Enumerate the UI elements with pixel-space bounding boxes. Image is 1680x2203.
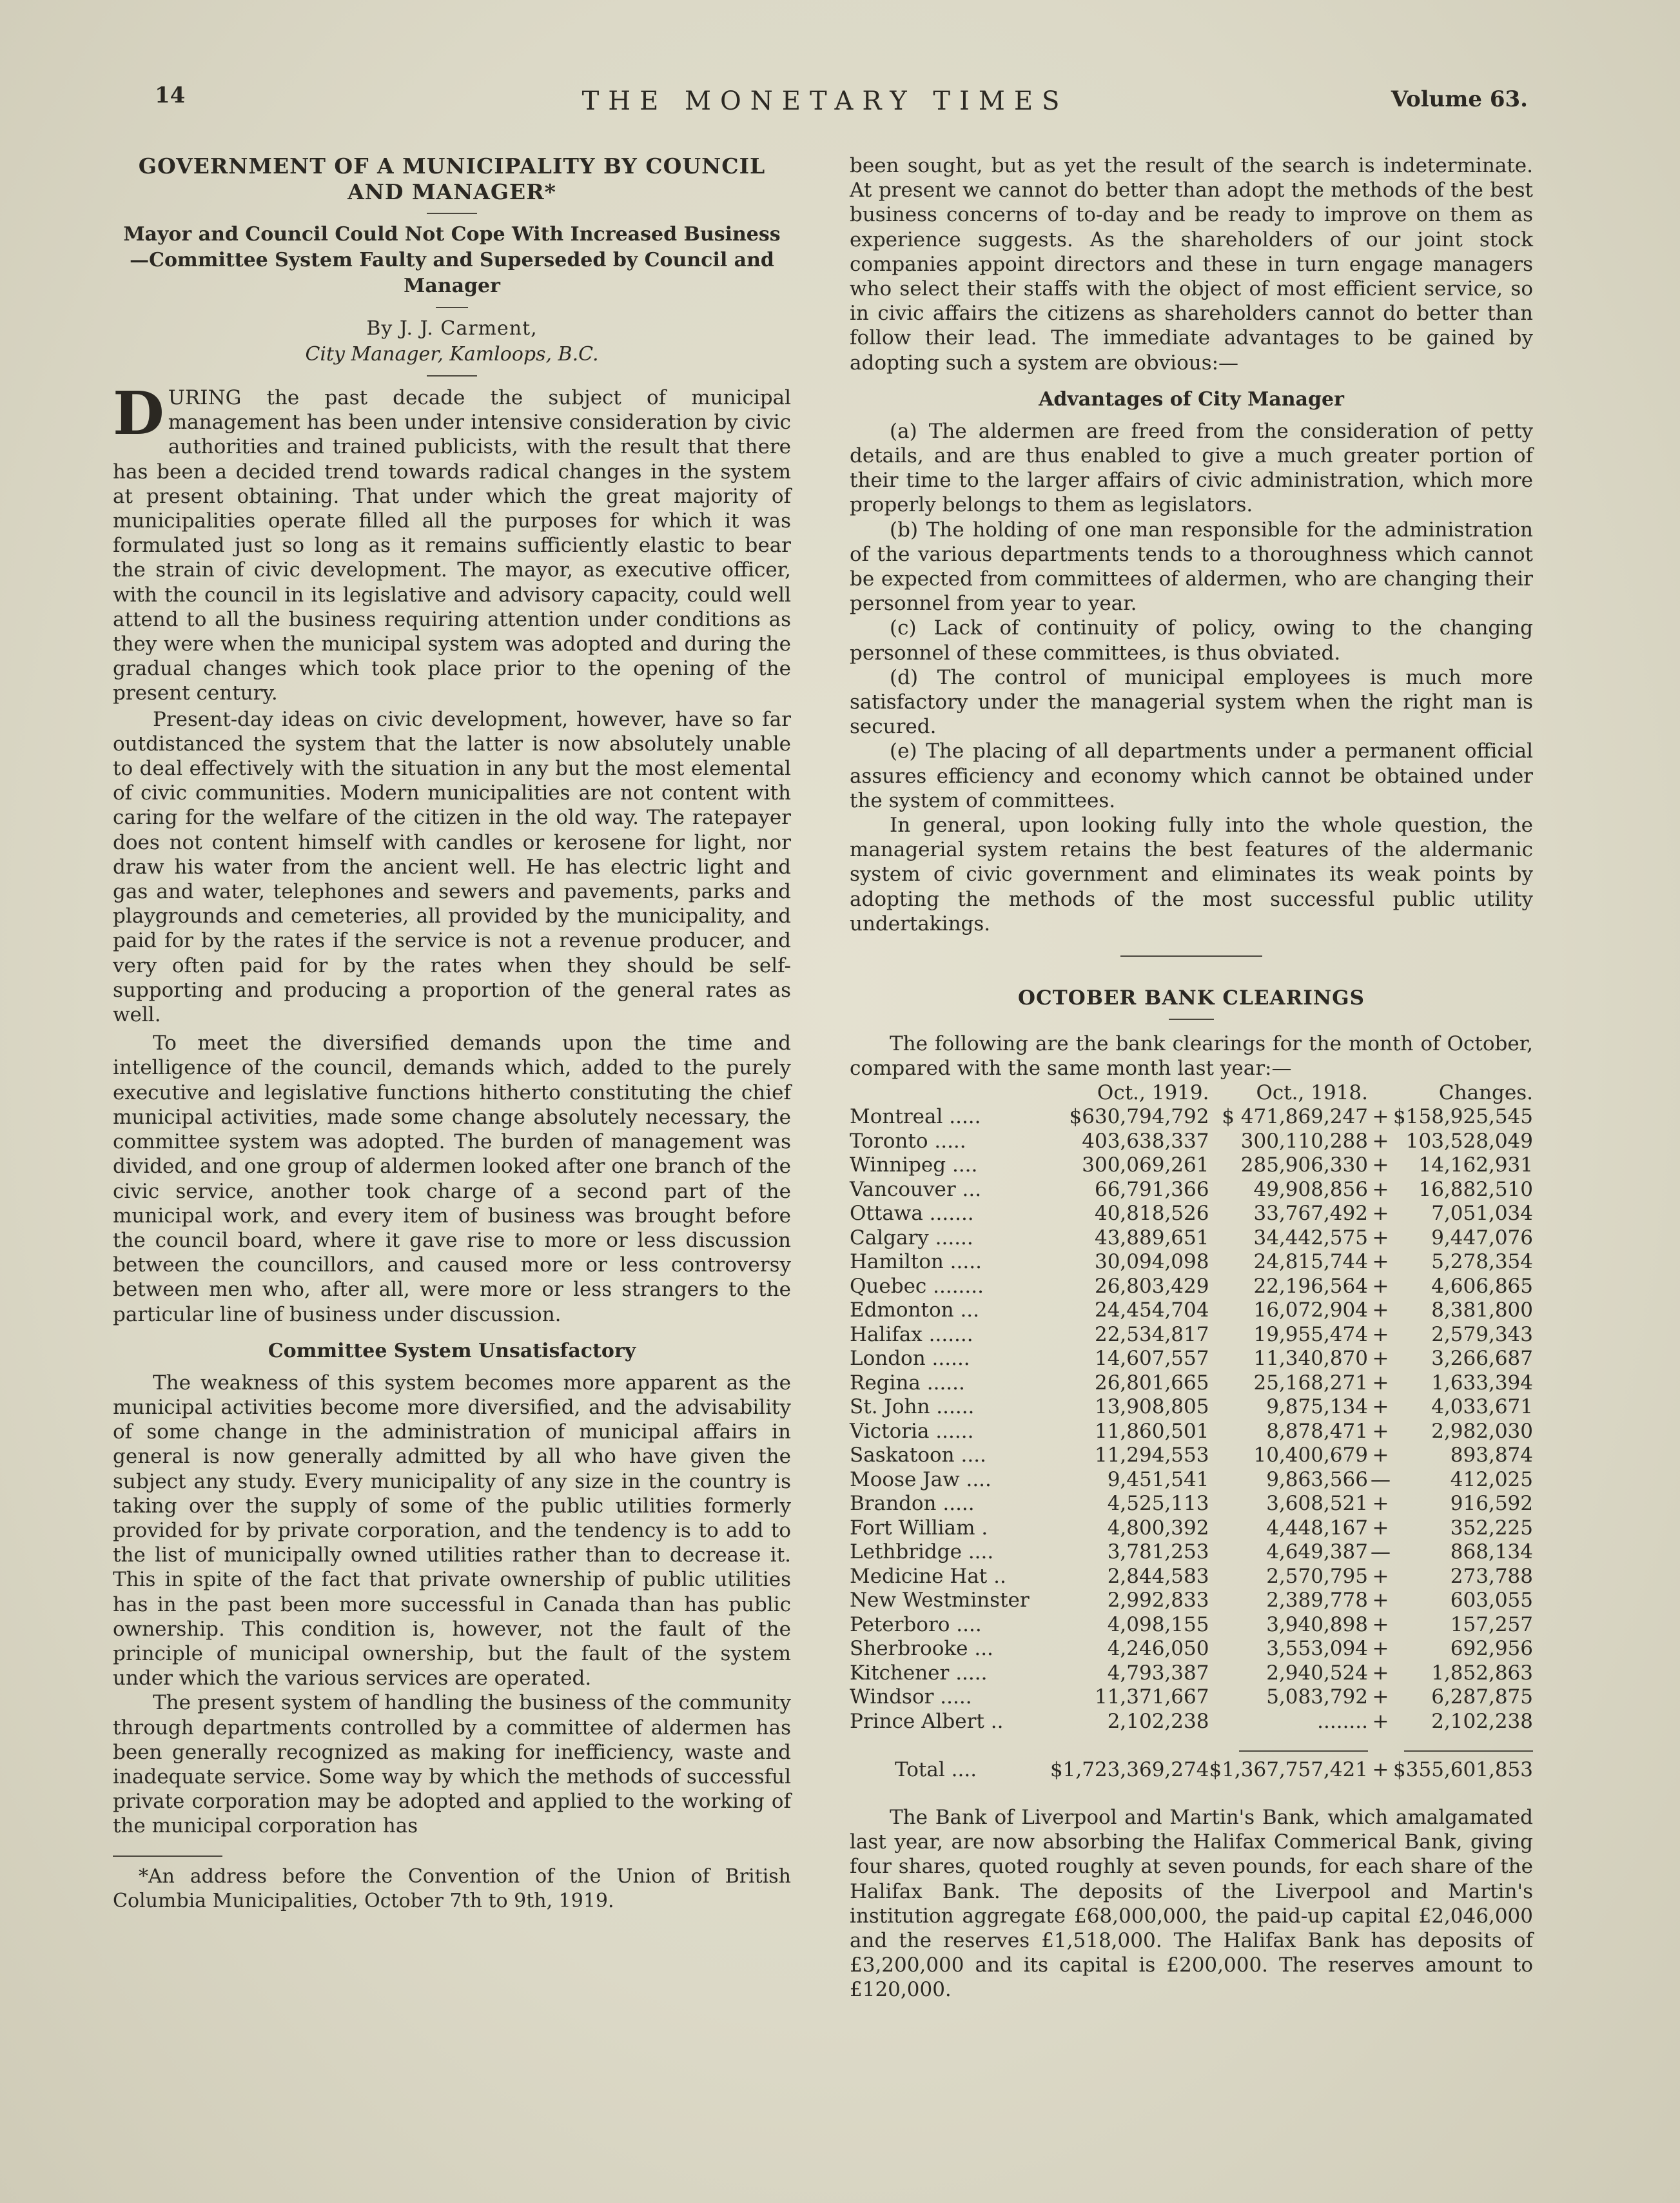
right-column: [850, 153, 1533, 2002]
value-1918: 3,940,898: [1266, 1612, 1368, 1636]
change-value: 9,447,076: [1431, 1226, 1533, 1249]
table-row: [850, 1153, 1533, 1178]
change-sign: +: [1372, 1492, 1389, 1515]
advantage-d: (d) The control of municipal employees is much more satisfactory under the managerial system when the right man is secured.: [850, 665, 1533, 739]
city: Lethbridge ....: [850, 1540, 994, 1563]
value-1918: 2,389,778: [1266, 1589, 1368, 1612]
value-1918: ........: [1317, 1709, 1368, 1733]
bank-clearings-intro: The following are the bank clearings for the month of October, compared with the same month last year:—: [850, 1032, 1533, 1081]
footnote-rule: [113, 1855, 222, 1857]
table-row: [850, 1710, 1533, 1734]
change-sign: +: [1372, 1612, 1389, 1636]
bank-clearings-title: OCTOBER BANK CLEARINGS: [1017, 986, 1365, 1010]
left-column: [113, 153, 791, 1914]
table-row: [850, 1323, 1533, 1347]
change-sign: +: [1372, 1347, 1389, 1370]
value-1918: 11,340,870: [1253, 1347, 1368, 1370]
city: St. John ......: [850, 1395, 975, 1418]
article-subtitle: Mayor and Council Could Not Cope With Increased Business —Committee System Faulty and Superseded by Council and Manager: [123, 223, 781, 297]
value-1919: 26,801,665: [1094, 1371, 1209, 1395]
byline-rule: [427, 375, 477, 377]
value-1918: 10,400,679: [1253, 1444, 1368, 1467]
change-sign: +: [1372, 1153, 1389, 1177]
city: Calgary ......: [850, 1226, 973, 1249]
value-1919: 3,781,253: [1107, 1540, 1209, 1563]
value-1918: 24,815,744: [1253, 1250, 1368, 1273]
value-1918: 34,442,575: [1253, 1226, 1368, 1249]
table-row: [850, 1371, 1533, 1396]
change-value: 412,025: [1450, 1467, 1533, 1491]
value-1918: 2,940,524: [1266, 1661, 1368, 1685]
value-1918: 9,863,566: [1266, 1467, 1368, 1491]
page-number: 14: [155, 83, 186, 108]
city: Quebec ........: [850, 1274, 984, 1298]
city: Sherbrooke ...: [850, 1637, 993, 1660]
change-sign: +: [1372, 1202, 1389, 1225]
footnote: *An address before the Convention of the Union of British Columbia Municipalities, October 7th to 9th, 1919.: [113, 1865, 791, 1912]
table-row: [850, 1540, 1533, 1565]
article-title: GOVERNMENT OF A MUNICIPALITY BY COUNCIL AND MANAGER*: [138, 153, 766, 204]
value-1919: 66,791,366: [1094, 1177, 1209, 1201]
change-sign: +: [1372, 1226, 1389, 1249]
value-1919: 13,908,805: [1094, 1395, 1209, 1418]
value-1918: 4,448,167: [1266, 1516, 1368, 1540]
closing-paragraph: The Bank of Liverpool and Martin's Bank, which amalgamated last year, are now absorbing the Halifax Commerical Bank, giving four shares, quoted roughly at seven pounds, for each share of the Halifax Bank. The deposits of the Liverpool and Martin's institution aggregate £68,000,000, the paid-up capital £2,046,000 and the reserves £1,518,000. The Halifax Bank has deposits of £3,200,000 and its capital is £200,000. The reserves amount to £120,000.: [850, 1806, 1533, 2002]
city: Regina ......: [850, 1371, 965, 1395]
table-row: [850, 1347, 1533, 1371]
column-header-changes: Changes.: [1438, 1081, 1533, 1104]
section-divider: [1120, 955, 1262, 957]
change-value: 14,162,931: [1418, 1153, 1533, 1177]
change-sign: +: [1372, 1589, 1389, 1612]
change-sign: +: [1372, 1685, 1389, 1709]
value-1918: 22,196,564: [1253, 1274, 1368, 1298]
change-value: 868,134: [1450, 1540, 1533, 1563]
value-1919: 2,102,238: [1107, 1709, 1209, 1733]
change-value: 3,266,687: [1431, 1347, 1533, 1370]
table-row: [850, 1637, 1533, 1661]
city: Halifax .......: [850, 1322, 973, 1346]
city: Windsor .....: [850, 1685, 972, 1709]
change-value: 692,956: [1450, 1637, 1533, 1660]
advantage-b: (b) The holding of one man responsible for the administration of the various departments tends to a thoroughness which cannot be expected from committees of aldermen, who are changing their personnel from year to year.: [850, 518, 1533, 616]
advantage-a: (a) The aldermen are freed from the consideration of petty details, and are thus enabled to give a much greater portion of their time to the larger affairs of civic administration, which more properly belongs to them as legislators.: [850, 419, 1533, 517]
total-1918: $1,367,757,421: [1209, 1758, 1368, 1781]
value-1919: 4,800,392: [1107, 1516, 1209, 1540]
value-1919: 14,607,557: [1094, 1347, 1209, 1370]
change-value: 16,882,510: [1418, 1177, 1533, 1201]
change-value: 8,381,800: [1431, 1298, 1533, 1322]
value-1919: 2,844,583: [1107, 1564, 1209, 1588]
value-1918: 3,553,094: [1266, 1637, 1368, 1660]
change-value: 7,051,034: [1431, 1202, 1533, 1225]
city: London ......: [850, 1347, 970, 1370]
change-value: 2,102,238: [1431, 1709, 1533, 1733]
value-1919: 4,098,155: [1107, 1612, 1209, 1636]
table-row: [850, 1105, 1533, 1130]
change-sign: +: [1372, 1322, 1389, 1346]
section-heading-committee: Committee System Unsatisfactory: [268, 1339, 636, 1362]
paragraph-1: DURING the past decade the subject of municipal management has been under intensive consideration by civic authorities and trained publicists, with the result that there has been a decided trend towards radical changes in the system at present obtaining. That under which the great majority of municipalities operate filled all the purposes for which it was formulated just so long as it remains sufficiently elastic to bear the strain of civic development. The mayor, as executive officer, with the council in its legislative and advisory capacity, could well attend to all the business requiring attention under conditions as they were when the municipal system was adopted and during the gradual changes which took place prior to the opening of the present century.: [113, 378, 791, 705]
table-row: [850, 1661, 1533, 1686]
city: Winnipeg ....: [850, 1153, 978, 1177]
bank-clearings-table: [850, 1081, 1533, 1783]
table-row: [850, 1516, 1533, 1541]
change-value: 2,579,343: [1431, 1322, 1533, 1346]
drop-cap: D: [113, 378, 164, 448]
paragraph-4: The weakness of this system becomes more apparent as the municipal activities become more diversified, and the advisability of some change in the administration of municipal affairs in general is now generally admitted by all who have given the subject any study. Every municipality of any size in the country is taking over the supply of some of the public utilities formerly provided for by private corporation, and the tendency is to add to the list of municipally owned utilities rather than to decrease it. This in spite of the fact that private ownership of public utilities has in the past been more successful in Canada than has public ownership. This condition is, however, not the fault of the principle of municipal ownership, but the fault of the system under which the various services are operated.: [113, 1371, 791, 1690]
paragraph-3: To meet the diversified demands upon the time and intelligence of the council, demands which, added to the purely executive and legislative functions hitherto constituting the chief municipal activities, made some change absolutely necessary, the committee system was adopted. The burden of management was divided, and one group of aldermen looked after one branch of the civic service, another took charge of a second part of the municipal work, and every item of business was brought before the council board, where it gave rise to more or less discussion between the councillors, and caused more or less controversy between men who, after all, were more or less strangers to the particular line of business under discussion.: [113, 1032, 791, 1326]
change-sign: —: [1371, 1467, 1391, 1491]
byline: By J. J. Carment,: [366, 317, 538, 340]
running-header: [122, 83, 1528, 121]
table-row: [850, 1275, 1533, 1299]
column-header-1918: Oct., 1918.: [1256, 1081, 1368, 1104]
change-value: 4,033,671: [1431, 1395, 1533, 1418]
value-1919: 4,525,113: [1107, 1492, 1209, 1515]
change-sign: +: [1372, 1250, 1389, 1273]
change-sign: +: [1372, 1564, 1389, 1588]
change-sign: +: [1372, 1637, 1389, 1660]
change-sign: +: [1372, 1661, 1389, 1685]
paragraph-2: Present-day ideas on civic development, however, have so far outdistanced the system that the latter is now absolutely unable to deal effectively with the situation in any but the most elemental of civic communities. Modern municipalities are not content with caring for the welfare of the citizen in the old way. The ratepayer does not content himself with candles or kerosene for light, nor draw his water from the ancient well. He has electric light and gas and water, telephones and sewers and pavements, parks and playgrounds and cemeteries, all provided by the municipality, and paid for by the rates if the service is not a revenue producer, and very often paid for by the rates when they should be self-supporting and producing a proportion of the general rates as well.: [113, 707, 791, 1027]
change-sign: +: [1372, 1177, 1389, 1201]
volume-label: Volume 63.: [1391, 86, 1528, 112]
value-1919: 43,889,651: [1094, 1226, 1209, 1249]
change-sign: +: [1372, 1395, 1389, 1418]
value-1919: 11,860,501: [1094, 1419, 1209, 1443]
value-1918: 4,649,387: [1266, 1540, 1368, 1563]
total-rule-row: [850, 1734, 1533, 1758]
city: Ottawa .......: [850, 1202, 974, 1225]
change-sign: +: [1372, 1274, 1389, 1298]
city: Brandon .....: [850, 1492, 975, 1515]
change-sign: +: [1372, 1371, 1389, 1395]
city: Saskatoon ....: [850, 1444, 986, 1467]
value-1919: 2,992,833: [1107, 1589, 1209, 1612]
table-row: [850, 1685, 1533, 1710]
advantage-c: (c) Lack of continuity of policy, owing to the changing personnel of these committees, is thus obviated.: [850, 616, 1533, 665]
table-row: [850, 1202, 1533, 1226]
table-row: [850, 1226, 1533, 1251]
city: Vancouver ...: [850, 1177, 982, 1201]
value-1919: 30,094,098: [1094, 1250, 1209, 1273]
change-value: 157,257: [1450, 1612, 1533, 1636]
total-sign: +: [1372, 1758, 1389, 1781]
value-1918: 16,072,904: [1253, 1298, 1368, 1322]
change-sign: +: [1372, 1516, 1389, 1540]
table-row: [850, 1395, 1533, 1420]
value-1918: 8,878,471: [1266, 1419, 1368, 1443]
table-row: [850, 1613, 1533, 1638]
city: Kitchener .....: [850, 1661, 988, 1685]
table-row: [850, 1298, 1533, 1323]
change-sign: +: [1372, 1444, 1389, 1467]
value-1918: 300,110,288: [1240, 1129, 1368, 1153]
value-1919: 403,638,337: [1082, 1129, 1209, 1153]
city: New Westminster: [850, 1589, 1030, 1612]
city: Moose Jaw ....: [850, 1467, 991, 1491]
table-row: [850, 1468, 1533, 1493]
value-1918: 285,906,330: [1240, 1153, 1368, 1177]
change-value: 103,528,049: [1405, 1129, 1533, 1153]
change-value: 5,278,354: [1431, 1250, 1533, 1273]
change-value: 603,055: [1450, 1589, 1533, 1612]
value-1919: 11,371,667: [1094, 1685, 1209, 1709]
city: Edmonton ...: [850, 1298, 980, 1322]
total-row: [850, 1758, 1533, 1783]
subtitle-rule: [436, 307, 468, 308]
advantage-e: (e) The placing of all departments under a permanent official assures efficiency and economy which cannot be obtained under the system of committees.: [850, 739, 1533, 812]
value-1918: 3,608,521: [1266, 1492, 1368, 1515]
paragraph-5: The present system of handling the business of the community through departments controlled by a committee of aldermen has been generally recognized as making for inefficiency, waste and inadequate service. Some way by which the methods of successful private corporation may be adopted and applied to the working of the municipal corporation has: [113, 1691, 791, 1838]
total-label: Total ....: [895, 1758, 977, 1781]
table-row: [850, 1178, 1533, 1202]
value-1919: 300,069,261: [1082, 1153, 1209, 1177]
table-row: [850, 1589, 1533, 1613]
bank-title-rule: [1169, 1019, 1214, 1020]
column-header-1919: Oct., 1919.: [1097, 1081, 1209, 1104]
table-row: [850, 1444, 1533, 1468]
table-row: [850, 1130, 1533, 1154]
change-value: 1,633,394: [1431, 1371, 1533, 1395]
table-row: [850, 1565, 1533, 1589]
value-1918: 5,083,792: [1266, 1685, 1368, 1709]
value-1919: 24,454,704: [1094, 1298, 1209, 1322]
change-sign: —: [1371, 1540, 1391, 1563]
paragraph-6: been sought, but as yet the result of the search is indeterminate. At present we cannot do better than adopt the methods of the best business concerns of to-day and be ready to improve on them as experience suggests. As the shareholders of our joint stock companies appoint directors and these in turn engage managers who select their staffs with the object of most efficient service, so in civic affairs the citizens as shareholders cannot do better than follow their lead. The immediate advantages to be gained by adopting such a system are obvious:—: [850, 154, 1533, 375]
total-change: $355,601,853: [1393, 1758, 1533, 1781]
change-value: 916,592: [1450, 1492, 1533, 1515]
table-header-row: [850, 1081, 1533, 1106]
value-1918: $ 471,869,247: [1222, 1105, 1368, 1128]
change-sign: +: [1372, 1419, 1389, 1443]
change-value: 2,982,030: [1431, 1419, 1533, 1443]
city: Peterboro ....: [850, 1612, 982, 1636]
table-row: [850, 1420, 1533, 1444]
value-1919: 26,803,429: [1094, 1274, 1209, 1298]
value-1918: 49,908,856: [1253, 1177, 1368, 1201]
value-1919: 40,818,526: [1094, 1202, 1209, 1225]
author-role: City Manager, Kamloops, B.C.: [305, 343, 599, 366]
total-1919: $1,723,369,274: [1050, 1758, 1209, 1781]
value-1918: 19,955,474: [1253, 1322, 1368, 1346]
city: Prince Albert ..: [850, 1709, 1004, 1733]
change-value: 893,874: [1450, 1444, 1533, 1467]
title-rule: [427, 213, 477, 214]
city: Hamilton .....: [850, 1250, 982, 1273]
section-heading-advantages: Advantages of City Manager: [1039, 387, 1344, 411]
city: Montreal .....: [850, 1105, 981, 1128]
change-sign: +: [1372, 1105, 1389, 1128]
change-sign: +: [1372, 1709, 1389, 1733]
change-value: 4,606,865: [1431, 1274, 1533, 1298]
table-row: [850, 1250, 1533, 1275]
value-1918: 2,570,795: [1266, 1564, 1368, 1588]
publication-title: THE MONETARY TIMES: [581, 86, 1069, 116]
value-1918: 25,168,271: [1253, 1371, 1368, 1395]
value-1919: 4,793,387: [1107, 1661, 1209, 1685]
change-sign: +: [1372, 1298, 1389, 1322]
city: Toronto .....: [850, 1129, 966, 1153]
value-1919: 9,451,541: [1107, 1467, 1209, 1491]
value-1918: 33,767,492: [1253, 1202, 1368, 1225]
change-value: 273,788: [1450, 1564, 1533, 1588]
change-sign: +: [1372, 1129, 1389, 1153]
change-value: 6,287,875: [1431, 1685, 1533, 1709]
value-1918: 9,875,134: [1266, 1395, 1368, 1418]
city: Medicine Hat ..: [850, 1564, 1006, 1588]
city: Fort William .: [850, 1516, 988, 1540]
change-value: 1,852,863: [1431, 1661, 1533, 1685]
change-value: $158,925,545: [1393, 1105, 1533, 1128]
table-row: [850, 1492, 1533, 1516]
value-1919: $630,794,792: [1069, 1105, 1209, 1128]
change-value: 352,225: [1450, 1516, 1533, 1540]
city: Victoria ......: [850, 1419, 974, 1443]
value-1919: 22,534,817: [1094, 1322, 1209, 1346]
paragraph-7: In general, upon looking fully into the whole question, the managerial system retains the best features of the aldermanic system of civic government and eliminates its weak points by adopting the methods of the most successful public utility undertakings.: [850, 814, 1533, 935]
value-1919: 4,246,050: [1107, 1637, 1209, 1660]
value-1919: 11,294,553: [1094, 1444, 1209, 1467]
